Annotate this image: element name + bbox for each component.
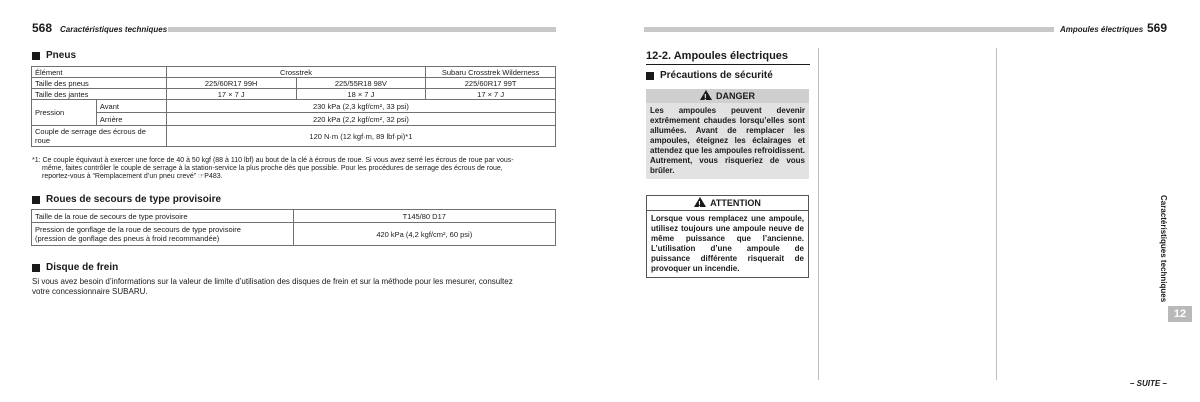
brake-text-line: votre concessionnaire SUBARU. bbox=[32, 287, 148, 296]
safety-heading: Précautions de sécurité bbox=[646, 70, 773, 81]
right-running-head: Ampoules électriques bbox=[1060, 25, 1144, 34]
spare-label-line: Pression de gonflage de la roue de secours de type provisoire bbox=[35, 225, 241, 234]
table-cell: Taille des jantes bbox=[32, 89, 167, 100]
section-title: 12-2. Ampoules électriques bbox=[646, 50, 789, 62]
table-cell: 225/60R17 99H bbox=[166, 78, 296, 89]
chapter-number-tab: 12 bbox=[1168, 306, 1192, 322]
spare-table bbox=[31, 209, 556, 246]
danger-box bbox=[646, 89, 809, 179]
torque-label-line: Couple de serrage des écrous de bbox=[35, 127, 146, 136]
chapter-side-tab-text: Caractéristiques techniques bbox=[1159, 195, 1168, 303]
table-cell: Taille des pneus bbox=[32, 78, 167, 89]
table-cell bbox=[32, 126, 167, 147]
table-cell: 225/55R18 98V bbox=[296, 78, 426, 89]
table-row bbox=[32, 78, 556, 89]
table-cell: 18 × 7 J bbox=[296, 89, 426, 100]
table-header-cell: Crosstrek bbox=[166, 67, 425, 78]
attention-box bbox=[646, 195, 809, 278]
table-cell: 420 kPa (4,2 kgf/cm², 60 psi) bbox=[293, 223, 555, 246]
bullet-square-icon bbox=[32, 264, 40, 272]
bullet-square-icon bbox=[32, 196, 40, 204]
attention-text: Lorsque vous remplacez une ampoule, utilisez toujours une ampoule neuve de même puissance que l’ancienne. L’utilisation d’une ampoule de puissance différente risquerait de provoquer un incendie. bbox=[651, 214, 804, 273]
continued-marker: – SUITE – bbox=[1130, 379, 1167, 388]
left-page-number: 568 bbox=[32, 21, 53, 35]
table-cell: 120 N·m (12 kgf·m, 89 lbf·pi)*1 bbox=[166, 126, 555, 147]
left-page bbox=[0, 0, 570, 402]
tires-heading: Pneus bbox=[32, 50, 76, 61]
table-cell: 230 kPa (2,3 kgf/cm², 33 psi) bbox=[166, 100, 555, 113]
table-row bbox=[32, 113, 556, 126]
footnote-line: reportez-vous à “Remplacement d’un pneu crevé” ☞P483. bbox=[42, 173, 223, 180]
table-cell: 17 × 7 J bbox=[166, 89, 296, 100]
brake-text-line: Si vous avez besoin d’informations sur la valeur de limite d’utilisation des disques de frein et sur la méthode pour les mesurer, consultez bbox=[32, 277, 513, 286]
right-page-number: 569 bbox=[1147, 21, 1168, 35]
right-page bbox=[620, 0, 1200, 402]
warning-triangle-icon bbox=[700, 90, 712, 100]
table-cell: 17 × 7 J bbox=[426, 89, 556, 100]
table-cell: Avant bbox=[96, 100, 166, 113]
table-cell: T145/80 D17 bbox=[293, 210, 555, 223]
torque-label-line: roue bbox=[35, 136, 51, 145]
table-header-cell: Élément bbox=[32, 67, 167, 78]
spare-heading: Roues de secours de type provisoire bbox=[32, 194, 221, 205]
table-row bbox=[32, 126, 556, 147]
tires-table bbox=[31, 66, 556, 147]
brake-heading: Disque de frein bbox=[32, 262, 118, 273]
left-header-rule bbox=[168, 27, 556, 32]
table-header-cell: Subaru Crosstrek Wilderness bbox=[426, 67, 556, 78]
table-row bbox=[32, 210, 556, 223]
tires-footnote bbox=[32, 157, 562, 181]
left-running-head: Caractéristiques techniques bbox=[60, 25, 168, 34]
brake-text bbox=[32, 277, 567, 297]
table-cell: 220 kPa (2,2 kgf/cm², 32 psi) bbox=[166, 113, 555, 126]
table-row bbox=[32, 67, 556, 78]
column-divider bbox=[818, 48, 819, 380]
table-row bbox=[32, 89, 556, 100]
attention-header: !ATTENTION bbox=[647, 196, 808, 211]
spare-label-line: (pression de gonflage des pneus à froid recommandée) bbox=[35, 234, 220, 243]
bullet-square-icon bbox=[646, 72, 654, 80]
footnote-line: *1: Ce couple équivaut à exercer une force de 40 à 50 kgf (88 à 110 lbf) au bout de la clé à écrous de roue. Si vous avez serré les écrous de roue par vous- bbox=[32, 157, 514, 164]
table-cell: Taille de la roue de secours de type provisoire bbox=[32, 210, 294, 223]
table-cell: Arrière bbox=[96, 113, 166, 126]
warning-triangle-icon bbox=[694, 197, 706, 207]
bullet-square-icon bbox=[32, 52, 40, 60]
footnote-line: même, faites contrôler le couple de serrage à la station-service la plus proche dès que possible. Pour les procédures de serrage des écrous de roue, bbox=[42, 165, 503, 172]
table-cell: 225/60R17 99T bbox=[426, 78, 556, 89]
danger-header: !DANGER bbox=[646, 89, 809, 103]
danger-text: Les ampoules peuvent devenir extrêmement chaudes lorsqu’elles sont allumées. Avant de remplacer les ampoules, éteignez les éclairages et attendez que les ampoules refroidissent. Autrement, vous risqueriez de vous brûler. bbox=[650, 106, 805, 175]
table-cell: Pression bbox=[32, 100, 97, 126]
right-header-rule bbox=[644, 27, 1054, 32]
table-row bbox=[32, 223, 556, 246]
table-row bbox=[32, 100, 556, 113]
table-cell bbox=[32, 223, 294, 246]
section-title-rule bbox=[646, 64, 810, 65]
column-divider bbox=[996, 48, 997, 380]
